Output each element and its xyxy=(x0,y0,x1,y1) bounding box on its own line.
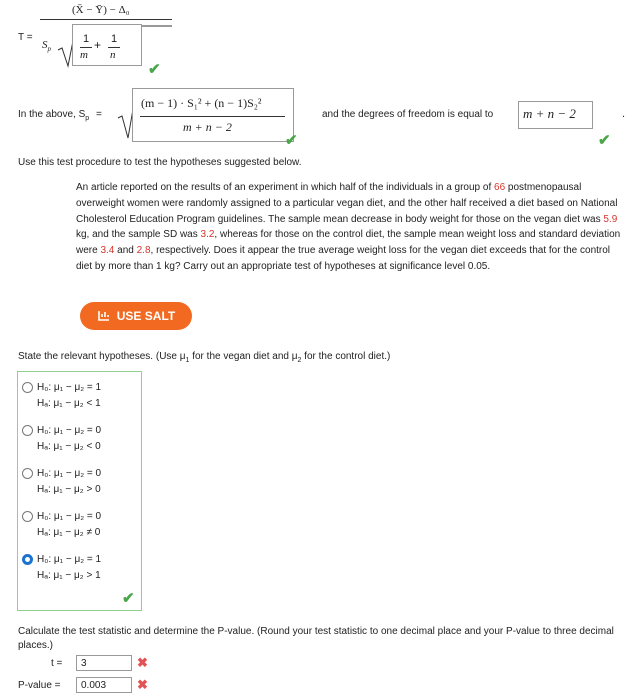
t-input[interactable]: 3 xyxy=(76,655,132,671)
h0-text: H₀: μ₁ − μ₂ = 1 xyxy=(37,554,102,565)
h0-text: H₀: μ₁ − μ₂ = 0 xyxy=(37,425,102,436)
p-value-input[interactable]: 0.003 xyxy=(76,677,132,693)
radio-button[interactable] xyxy=(22,511,33,522)
ha-text: Hₐ: μ₁ − μ₂ > 0 xyxy=(37,484,101,495)
problem-p6: , respectively. Does it appear the true average weight loss for the vegan diet exceeds that for the control diet by more than 1 kg? Carry out an appropriate test of hypotheses at significance level 0.05. xyxy=(76,245,611,272)
hypotheses-prompt xyxy=(18,351,390,364)
incorrect-icon: ✖ xyxy=(137,677,148,692)
control-sd: 2.8 xyxy=(136,245,151,257)
sp-def-numerator: (m − 1) · S₁² + (n − 1)S₂² xyxy=(141,96,262,110)
vegan-mean: 5.9 xyxy=(603,213,618,225)
formula-t-label: T = xyxy=(18,32,33,43)
problem-p2: postmenopausal overweight women were randomly assigned to a particular vegan diet, and the other half received a diet based on National Cholesterol Education Program guidelines. The sample mean decrease in body weight for those on the vegan diet was xyxy=(76,182,618,225)
problem-p3: kg, and the sample SD was xyxy=(76,229,201,241)
hyp-prompt-b-sub: 2 xyxy=(297,357,302,364)
h0-text: H₀: μ₁ − μ₂ = 0 xyxy=(37,468,102,479)
check-icon: ✔ xyxy=(148,61,161,78)
problem-p4: , whereas for those on the control diet, the sample mean weight loss and standard deviation were xyxy=(76,229,621,257)
hyp-prompt-b: for the vegan diet and μ xyxy=(189,351,298,362)
calc-prompt: Calculate the test statistic and determine the P-value. (Round your test statistic to one decimal place and your P-value to three decimal places.) xyxy=(18,626,614,651)
formula-sp-sub: p xyxy=(47,45,51,54)
problem-p5: and xyxy=(114,245,137,257)
n-total: 66 xyxy=(494,182,506,193)
sp-def-fraction-bar xyxy=(140,116,285,117)
instructions: Use this test procedure to test the hypotheses suggested below. xyxy=(18,157,302,168)
formula-sp-label: S xyxy=(42,39,48,51)
ha-text: Hₐ: μ₁ − μ₂ > 1 xyxy=(37,570,101,581)
incorrect-icon: ✖ xyxy=(137,655,148,670)
frac2-den: n xyxy=(110,49,116,61)
radio-button[interactable] xyxy=(22,382,33,393)
problem-text xyxy=(76,180,628,275)
check-icon: ✔ xyxy=(598,132,611,149)
vegan-sd: 3.2 xyxy=(200,229,215,241)
problem-p1: An article reported on the results of an experiment in which half of the individuals in a group of xyxy=(76,182,495,193)
h0-text: H₀: μ₁ − μ₂ = 1 xyxy=(37,382,102,393)
radio-button[interactable] xyxy=(22,425,33,436)
ha-text: Hₐ: μ₁ − μ₂ < 1 xyxy=(37,398,101,409)
formula-numerator: (X̄ − Ȳ) − Δ₀ xyxy=(72,4,130,16)
df-end-dot: . xyxy=(622,108,626,120)
frac2-bar xyxy=(108,47,120,48)
frac2-num: 1 xyxy=(111,33,118,45)
sp-def-equals: = xyxy=(95,109,102,120)
h0-text: H₀: μ₁ − μ₂ = 0 xyxy=(37,511,102,522)
formula-fraction-bar xyxy=(40,19,172,20)
sp-def-prefix xyxy=(18,109,102,122)
frac1-den: m xyxy=(80,49,88,61)
formula-plus: + xyxy=(94,38,102,52)
radio-button-selected[interactable] xyxy=(22,554,33,565)
df-text: and the degrees of freedom is equal to xyxy=(322,109,494,120)
frac1-bar xyxy=(80,47,92,48)
control-mean: 3.4 xyxy=(100,245,115,257)
hyp-prompt-a: State the relevant hypotheses. (Use μ xyxy=(18,351,186,362)
check-icon: ✔ xyxy=(122,590,135,607)
hyp-prompt-a-sub: 1 xyxy=(185,357,190,364)
df-value: m + n − 2 xyxy=(523,106,576,121)
use-salt-label: USE SALT xyxy=(116,309,176,323)
formula-sp xyxy=(42,39,51,53)
sp-def-denominator: m + n − 2 xyxy=(183,120,232,134)
salt-icon xyxy=(97,310,111,322)
ha-text: Hₐ: μ₁ − μ₂ < 0 xyxy=(37,441,101,452)
p-value-label: P-value = xyxy=(18,680,61,691)
radio-button[interactable] xyxy=(22,468,33,479)
hyp-prompt-c: for the control diet.) xyxy=(301,351,391,362)
check-icon: ✔ xyxy=(285,132,298,149)
t-label: t = xyxy=(51,658,63,669)
sp-def-prefix-sub: p xyxy=(85,115,90,122)
ha-text: Hₐ: μ₁ − μ₂ ≠ 0 xyxy=(37,527,101,538)
frac1-num: 1 xyxy=(83,33,90,45)
sp-def-prefix-text: In the above, S xyxy=(18,109,86,120)
use-salt-button[interactable] xyxy=(80,302,192,330)
